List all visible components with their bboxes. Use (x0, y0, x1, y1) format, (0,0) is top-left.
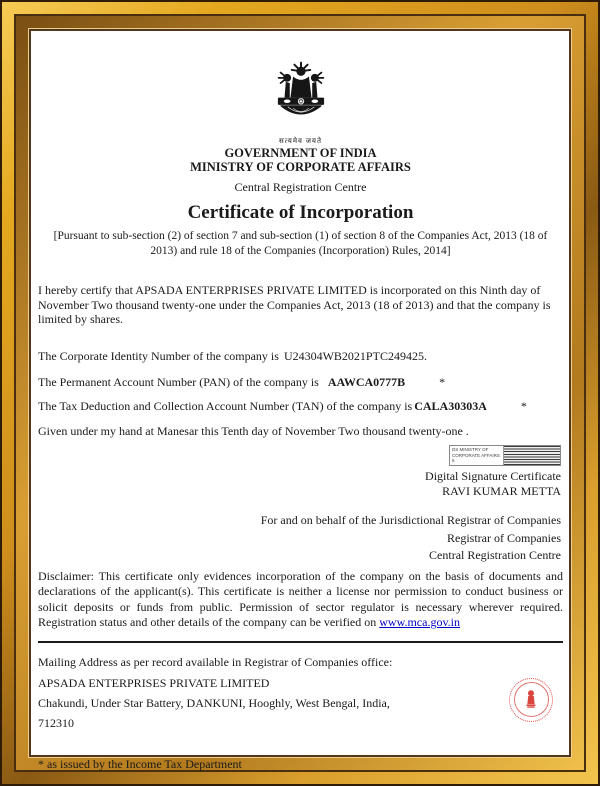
cin-label: The Corporate Identity Number of the company is (38, 348, 279, 363)
company-name: APSADA ENTERPRISES PRIVATE LIMITED (38, 675, 270, 690)
mca-website-link[interactable]: www.mca.gov.in (379, 615, 460, 630)
ashoka-emblem-icon (268, 120, 334, 134)
cin-value: U24304WB2021PTC249425. (283, 348, 427, 363)
behalf-line-1: For and on behalf of the Jurisdictional Registrar of Companies (260, 513, 561, 528)
frame-highlight-line (28, 28, 572, 771)
address-line-1: Chakundi, Under Star Battery, DANKUNI, Hooghly, West Bengal, India, (38, 695, 390, 710)
frame-inner-edge (29, 29, 571, 771)
emblem-block (38, 59, 563, 146)
section-divider (38, 641, 563, 643)
mailing-heading: Mailing Address as per record available in Registrar of Companies office: (38, 654, 393, 669)
certificate-title: Certificate of Incorporation (187, 202, 414, 224)
disclaimer-text: Disclaimer: This certificate only evidences incorporation of the company on the basis of documents and declarations of the applicant(s). This certificate is neither a license nor permission to conduct business or solicit deposits or funds from public. Permission of sector regulator is necessary wherever required. Registration status and other details of the company can be verified on (38, 568, 563, 630)
header-government: GOVERNMENT OF INDIA (224, 145, 377, 160)
signatory-name: RAVI KUMAR METTA (442, 484, 561, 499)
red-seal-stamp-icon (509, 678, 553, 722)
given-under-hand-line: Given under my hand at Manesar this Tenth day of November Two thousand twenty-one . (38, 423, 469, 438)
pan-line (38, 375, 563, 391)
digital-signature-stamp-box (449, 445, 561, 466)
certification-paragraph: I hereby certify that APSADA ENTERPRISES PRIVATE LIMITED is incorporated on this Ninth day of November Two thousand twenty-one under the Companies Act, 2013 (18 of 2013) and that the company is limited by shares. (38, 283, 551, 327)
signature-title: Digital Signature Certificate (425, 469, 561, 484)
certificate-document (31, 31, 569, 771)
ds-box-signature-lines (503, 446, 560, 465)
mailing-address-section (38, 652, 563, 733)
address-line-2: 712310 (38, 715, 74, 730)
frame-outer-band (2, 2, 598, 784)
ds-box-label: DS MINISTRY OF CORPORATE AFFAIRS 6 (452, 447, 500, 463)
header-ministry: MINISTRY OF CORPORATE AFFAIRS (190, 159, 411, 174)
frame-inner-band (16, 16, 584, 770)
pursuant-clause: [Pursuant to sub-section (2) of section 7 and sub-section (1) of section 8 of the Companies Act, 2013 (18 of 2013) and rule 18 of the Companies (Incorporation) Rules, 2014] (53, 230, 548, 258)
red-seal-inner-ring (514, 682, 549, 717)
pan-value: AAWCA0777B (327, 375, 406, 390)
tan-asterisk: * (520, 398, 527, 413)
signature-block (38, 469, 563, 499)
tan-line (38, 399, 563, 415)
cin-line (38, 349, 563, 365)
behalf-line-3: Central Registration Centre (429, 548, 561, 563)
header-crc: Central Registration Centre (234, 179, 367, 194)
pan-label: The Permanent Account Number (PAN) of the company is (38, 375, 319, 390)
tan-value: CALA30303A (414, 398, 487, 413)
frame-dark-line (14, 14, 586, 772)
emblem-caption: सत्यमेव जयते (279, 136, 322, 145)
pan-asterisk: * (439, 375, 446, 390)
behalf-block (38, 512, 563, 565)
footnote-asterisk: * as issued by the Income Tax Department (38, 756, 242, 771)
tan-label: The Tax Deduction and Collection Account Number (TAN) of the company is (38, 398, 413, 413)
disclaimer-paragraph (38, 569, 563, 631)
behalf-line-2: Registrar of Companies (447, 530, 561, 545)
digital-signature-row (38, 445, 563, 466)
